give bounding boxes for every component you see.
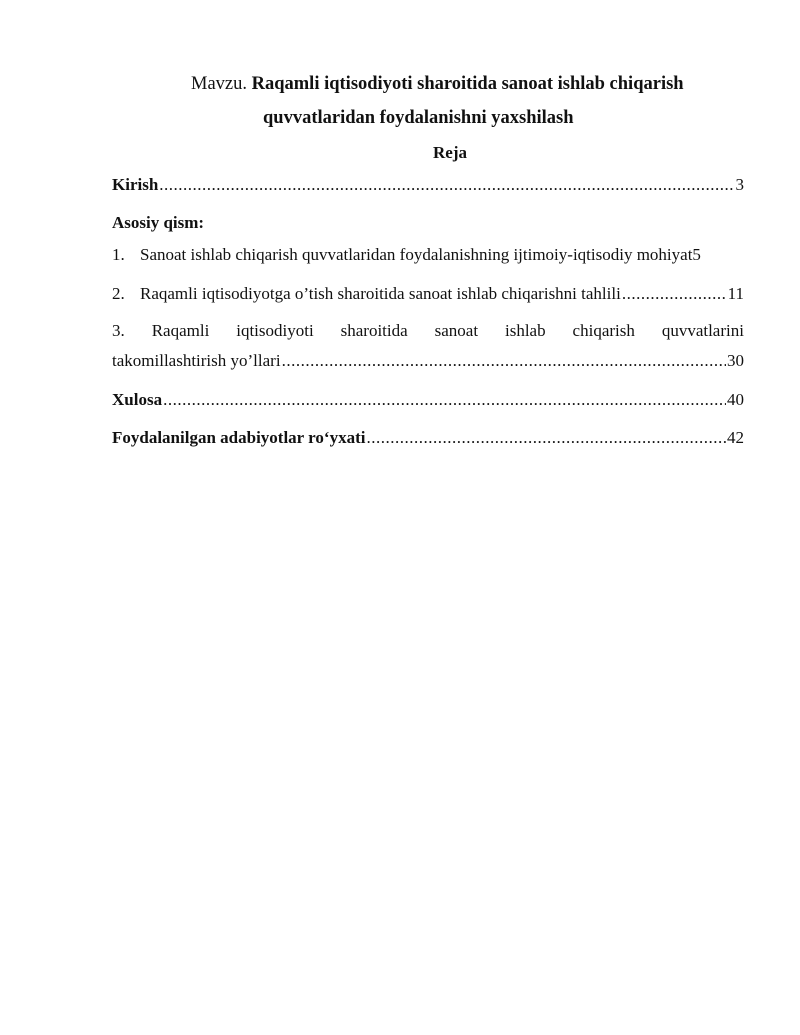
toc-entry-references <box>112 428 744 448</box>
toc-item3-word: Raqamli <box>151 321 210 340</box>
toc-entry-2 <box>112 284 744 304</box>
toc-item3-word: 3. <box>112 321 125 340</box>
toc-item3-word: chiqarish <box>572 321 635 340</box>
toc-entry-3-line1 <box>112 321 744 341</box>
toc-references-page: 42 <box>727 428 744 447</box>
toc-entry-intro <box>112 175 744 195</box>
toc-item3-word: ishlab <box>505 321 546 340</box>
toc-leader-dots <box>622 284 727 304</box>
toc-item1-number: 1. <box>112 245 125 264</box>
toc-item3-word: iqtisodiyoti <box>236 321 314 340</box>
toc-item2-page: 11 <box>727 284 744 303</box>
topic-title-line2: quvvatlaridan foydalanishni yaxshilash <box>263 108 574 128</box>
toc-leader-dots <box>282 351 726 371</box>
toc-conclusion-page: 40 <box>727 390 744 409</box>
topic-title-main: Raqamli iqtisodiyoti sharoitida sanoat ishlab chiqarish <box>247 74 684 94</box>
toc-item3-page: 30 <box>727 351 744 370</box>
toc-leader-dots <box>366 428 726 448</box>
toc-item2-text-wrap <box>112 284 621 304</box>
topic-prefix: Mavzu. <box>191 74 247 94</box>
toc-item2-number: 2. <box>112 284 125 303</box>
toc-entry-conclusion <box>112 390 744 410</box>
toc-intro-page: 3 <box>735 175 744 194</box>
toc-item3-word: sanoat <box>434 321 479 340</box>
toc-main-heading: Asosiy qism: <box>112 213 205 232</box>
toc-intro-label: Kirish <box>112 175 159 194</box>
topic-title-line1 <box>191 74 684 95</box>
toc-item3-word: sharoitida <box>340 321 408 340</box>
toc-item3-word: quvvatlarini <box>661 321 744 340</box>
toc-conclusion-label: Xulosa <box>112 390 163 409</box>
toc-entry-3-line2 <box>112 351 744 371</box>
toc-leader-dots <box>159 175 734 195</box>
toc-item2-text: Raqamli iqtisodiyotga o’tish sharoitida sanoat ishlab chiqarishni tahlili <box>140 284 621 303</box>
toc-leader-dots <box>163 390 726 410</box>
toc-item3-line2: takomillashtirish yo’llari <box>112 351 281 370</box>
toc-references-label: Foydalanilgan adabiyotlar ro‘yxati <box>112 428 366 447</box>
toc-item1-text: Sanoat ishlab chiqarish quvvatlaridan foydalanishning ijtimoiy-iqtisodiy mohiyat5 <box>140 245 701 264</box>
toc-entry-1 <box>112 245 701 265</box>
plan-heading: Reja <box>433 143 467 162</box>
